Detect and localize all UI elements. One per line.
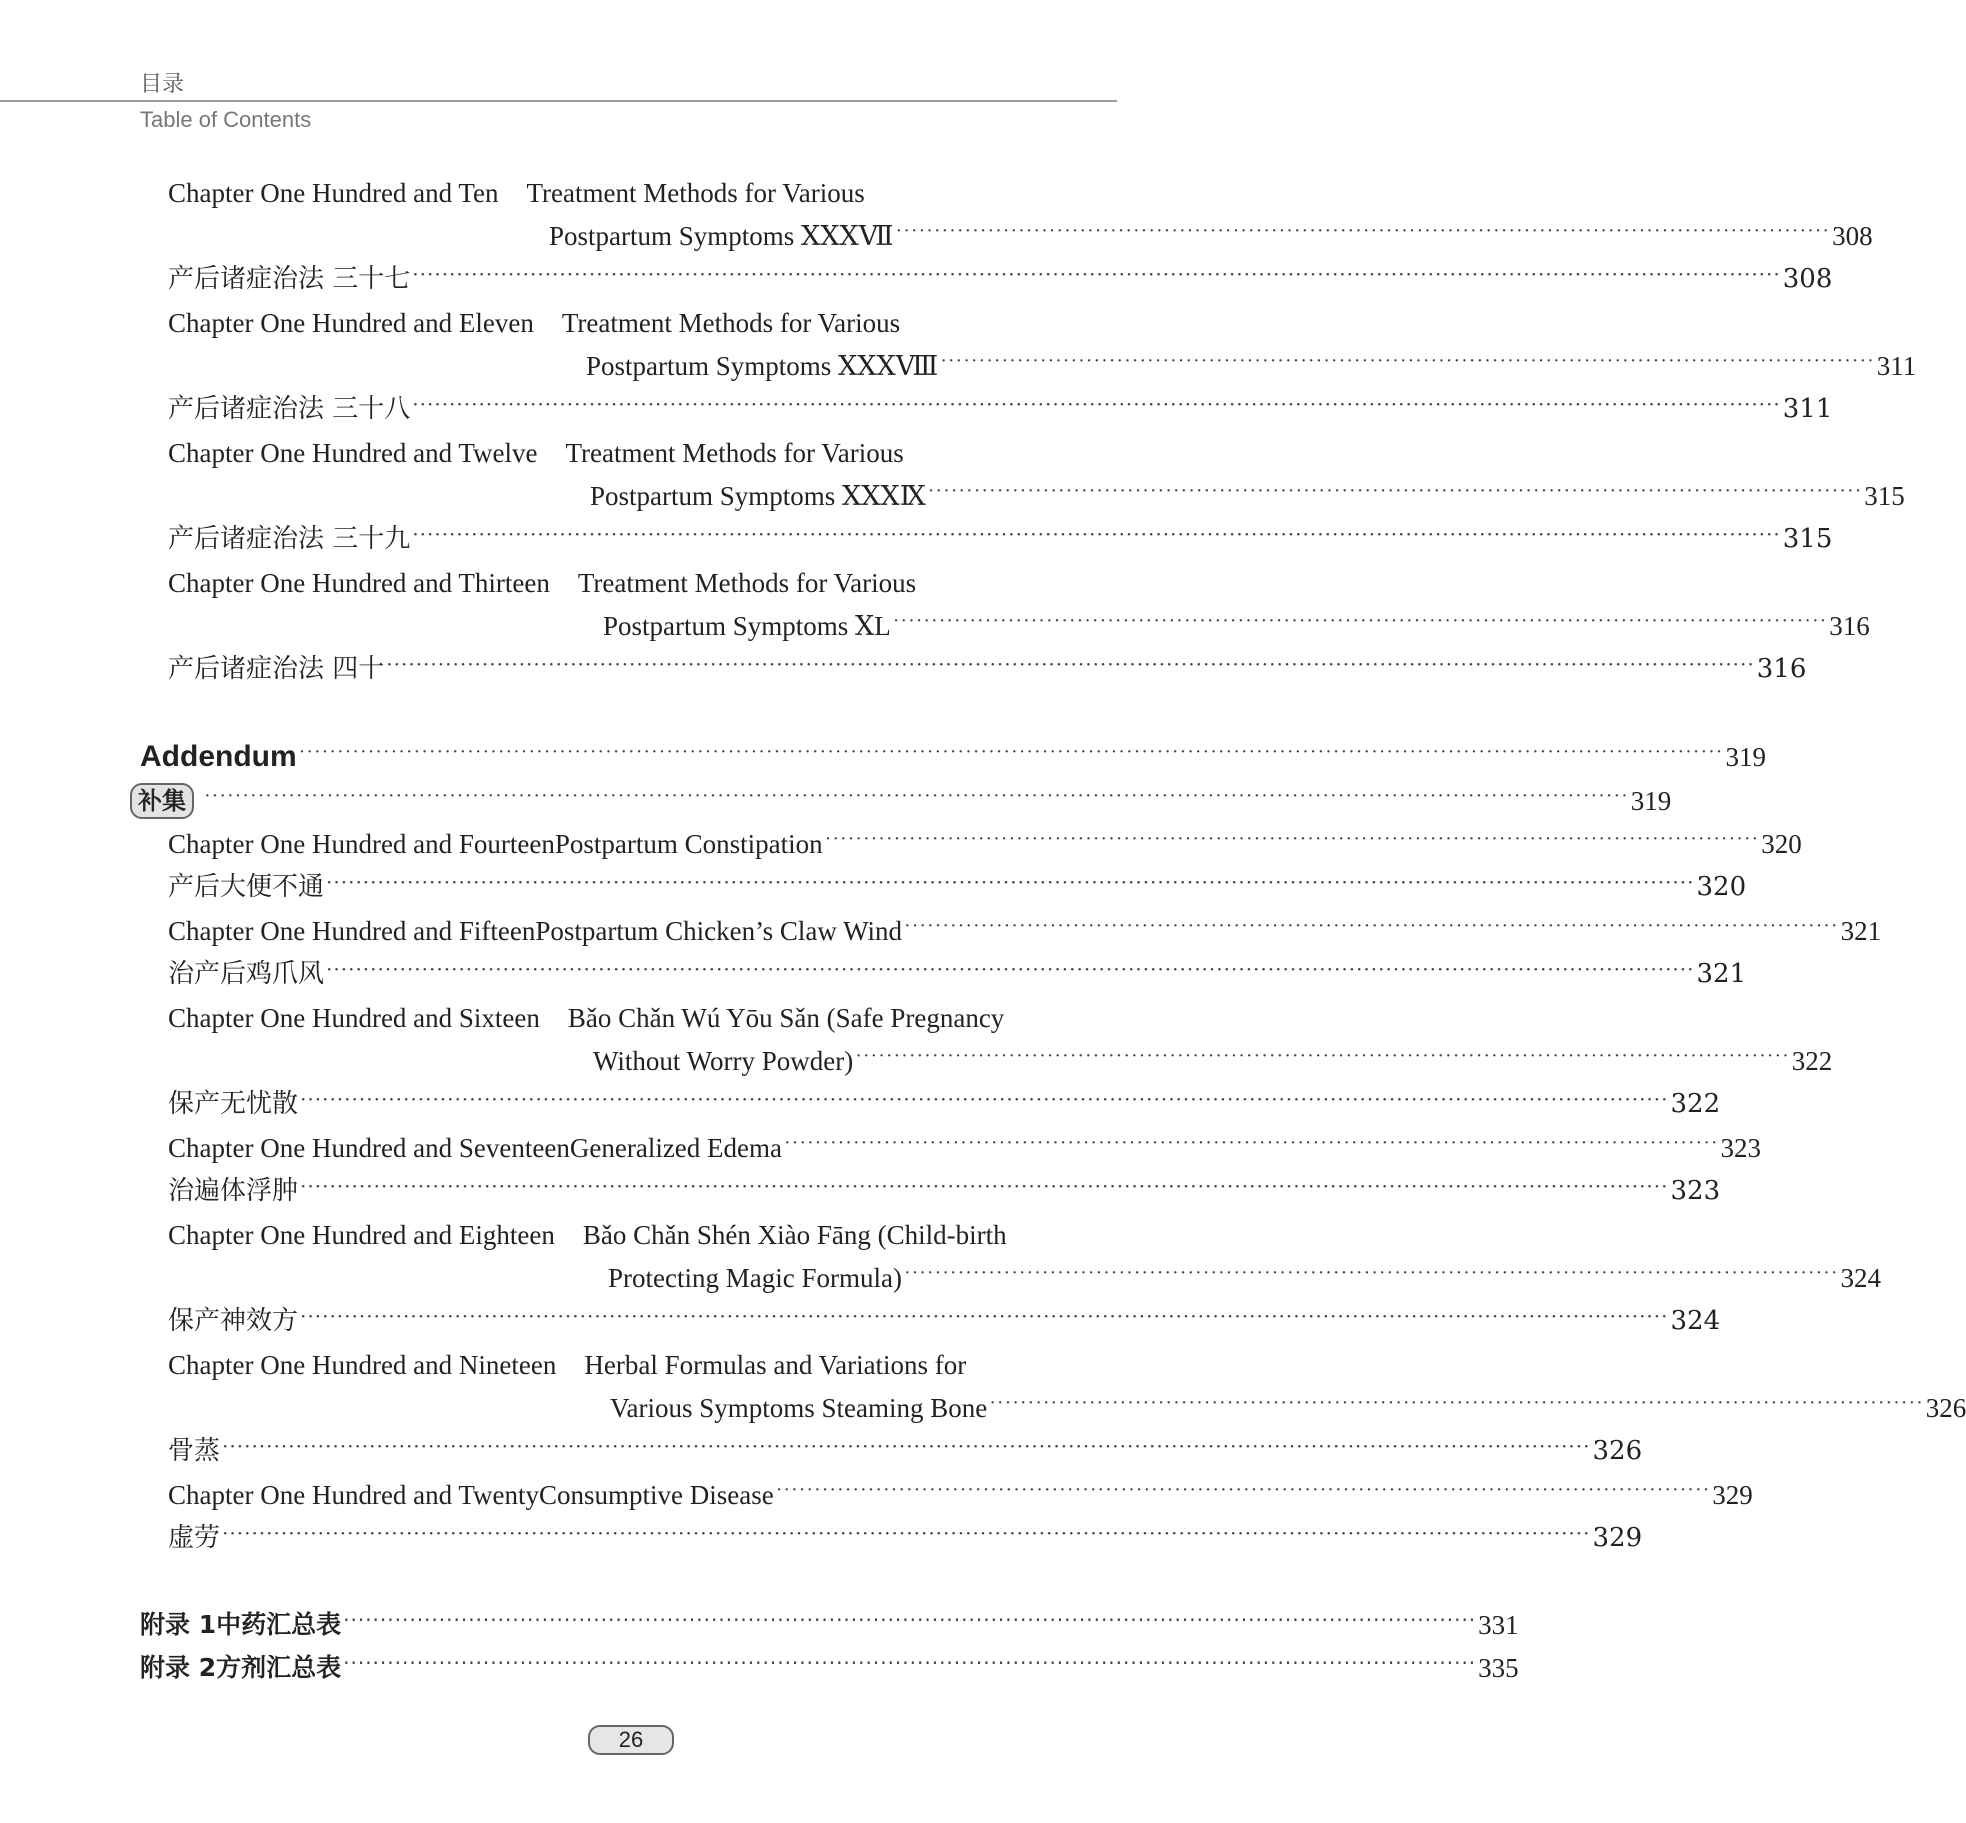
leader-dots: ··························································································································: [895, 220, 1831, 242]
chapter-title-cn: 治遍体浮肿: [168, 1176, 299, 1206]
chapter-title: Treatment Methods for Various: [526, 178, 865, 208]
chapter-label: Chapter One Hundred and Eighteen: [168, 1220, 555, 1250]
page-number: 326: [1925, 1393, 1966, 1423]
toc-entry-110[interactable]: [168, 174, 1118, 212]
toc-entry-116-cont[interactable]: [593, 1042, 1833, 1080]
toc-entry-cn[interactable]: [168, 650, 1807, 688]
chapter-title: Postpartum Constipation: [554, 829, 823, 859]
page-number: 320: [1696, 872, 1747, 902]
addendum-cn-badge: 补集: [130, 783, 194, 819]
toc-entry-117[interactable]: [168, 1129, 1762, 1167]
leader-dots: ··························································································································································································: [412, 522, 1781, 546]
chapter-label: Chapter One Hundred and Sixteen: [168, 1003, 540, 1033]
leader-dots: ··························································································································: [940, 350, 1875, 372]
toc-appendix-1[interactable]: [140, 1606, 1519, 1644]
toc-entry-cn[interactable]: [168, 955, 1747, 993]
chapter-title: Bǎo Chǎn Shén Xiào Fāng (Child-birth: [582, 1220, 1007, 1250]
page-number: 321: [1840, 916, 1882, 946]
chapter-title-cn: 产后诸症治法 三十八: [168, 394, 411, 424]
page-number: 326: [1592, 1436, 1643, 1466]
chapter-title-cont: Postpartum Symptoms ⅩⅩⅩⅧ: [586, 351, 939, 381]
toc-entry-cn[interactable]: [168, 1302, 1721, 1340]
toc-entry-cn[interactable]: [168, 1085, 1721, 1123]
chapter-title: Consumptive Disease: [539, 1480, 774, 1510]
toc-entry-cn[interactable]: [168, 1172, 1721, 1210]
chapter-label: Chapter One Hundred and Thirteen: [168, 568, 550, 598]
leader-dots: ··························································································································: [904, 915, 1839, 937]
chapter-label: Chapter One Hundred and Twenty: [168, 1480, 540, 1510]
addendum-title: Addendum: [140, 740, 297, 773]
chapter-title-cn: 产后诸症治法 四十: [168, 654, 385, 684]
toc-entry-cn[interactable]: [168, 260, 1833, 298]
page-number: 329: [1712, 1480, 1753, 1510]
leader-dots: ··························································································································: [892, 610, 1828, 632]
toc-entry-113-cont[interactable]: [603, 607, 1870, 645]
chapter-label: Chapter One Hundred and Nineteen: [168, 1350, 557, 1380]
chapter-title-cn: 产后诸症治法 三十九: [168, 524, 411, 554]
page-number: 323: [1670, 1176, 1721, 1206]
leader-dots: ··························································································································································: [343, 1651, 1477, 1675]
chapter-title: Bǎo Chǎn Wú Yōu Sǎn (Safe Pregnancy: [567, 1003, 1005, 1033]
toc-appendix-2[interactable]: [140, 1649, 1519, 1687]
toc-addendum[interactable]: [140, 738, 1766, 776]
page-number: 323: [1720, 1133, 1762, 1163]
chapter-title-cont: Postpartum Symptoms ⅩL: [603, 611, 891, 641]
chapter-title-cn: 保产无忧散: [168, 1089, 299, 1119]
page-number: 316: [1829, 611, 1870, 641]
page-number: 320: [1761, 829, 1802, 859]
chapter-label: Chapter One Hundred and Fifteen: [168, 916, 536, 946]
leader-dots: ··························································································································: [989, 1392, 1924, 1414]
leader-dots: ··························································································································································································: [386, 652, 1755, 676]
page-number: 319: [1725, 742, 1766, 772]
page-number: 308: [1832, 221, 1873, 251]
header-title-cn: 目录: [140, 72, 185, 97]
appendix-label: 附录 1: [140, 1610, 217, 1639]
leader-dots: ··························································································································································································: [222, 1521, 1591, 1545]
page-number: 308: [1782, 264, 1833, 294]
leader-dots: ··························································································································································································: [222, 1434, 1591, 1458]
running-header: [140, 70, 1120, 132]
leader-dots: ··························································································································································································: [326, 957, 1695, 981]
leader-dots: ··························································································································: [903, 1262, 1839, 1284]
chapter-title-cn: 产后大便不通: [168, 872, 325, 902]
page-number: 322: [1791, 1046, 1833, 1076]
toc-entry-111-cont[interactable]: [586, 347, 1917, 385]
appendix-title: 中药汇总表: [216, 1610, 342, 1639]
chapter-title-cont: Postpartum Symptoms ⅩⅩⅩⅦ: [549, 221, 894, 251]
leader-dots: ··························································································································································································: [412, 392, 1781, 416]
leader-dots: ··························································································································································································: [326, 870, 1695, 894]
chapter-title: Herbal Formulas and Variations for: [584, 1350, 967, 1380]
leader-dots: ··························································································································································································: [412, 262, 1781, 286]
page-number: 319: [1630, 786, 1672, 816]
toc-entry-119-cont[interactable]: [610, 1389, 1966, 1427]
chapter-label: Chapter One Hundred and Eleven: [168, 308, 534, 338]
chapter-label: Chapter One Hundred and Fourteen: [168, 829, 555, 859]
leader-dots: ··························································································································································································: [300, 1174, 1669, 1198]
page-number: 316: [1756, 654, 1807, 684]
header-title-en: Table of Contents: [140, 107, 312, 132]
chapter-label: Chapter One Hundred and Seventeen: [168, 1133, 570, 1163]
page-number: 322: [1670, 1089, 1721, 1119]
toc-entry-116[interactable]: [168, 999, 1118, 1037]
chapter-title: Generalized Edema: [569, 1133, 782, 1163]
toc-entry-cn[interactable]: [168, 1432, 1643, 1470]
toc-entry-112[interactable]: [168, 434, 1118, 472]
toc-entry-cn[interactable]: [168, 390, 1833, 428]
toc-entry-110-cont[interactable]: [549, 217, 1873, 255]
chapter-title-cont: Various Symptoms Steaming Bone: [610, 1393, 988, 1423]
appendix-title: 方剂汇总表: [216, 1653, 342, 1682]
leader-dots: ··························································································································: [775, 1479, 1711, 1501]
chapter-title: Treatment Methods for Various: [565, 438, 904, 468]
toc-entry-118-cont[interactable]: [608, 1259, 1881, 1297]
leader-dots: ··························································································································: [927, 480, 1863, 502]
page-number: 315: [1782, 524, 1833, 554]
page-number: 335: [1478, 1653, 1519, 1683]
page-number: 324: [1840, 1263, 1881, 1293]
page-number: 315: [1864, 481, 1905, 511]
toc-entry-120[interactable]: [168, 1476, 1753, 1514]
chapter-title: Treatment Methods for Various: [561, 308, 901, 338]
chapter-title: Treatment Methods for Various: [577, 568, 917, 598]
toc-entry-cn[interactable]: [168, 1519, 1643, 1557]
toc-entry-118[interactable]: [168, 1216, 1118, 1254]
leader-dots: ··························································································································································································: [204, 785, 1629, 807]
chapter-title-cn: 治产后鸡爪风: [168, 959, 325, 989]
toc-entry-111[interactable]: [168, 304, 1118, 342]
toc-entry-113[interactable]: [168, 564, 1118, 602]
chapter-title-cont: Postpartum Symptoms ⅩⅩⅩⅨ: [590, 481, 926, 511]
toc-entry-119[interactable]: [168, 1346, 1118, 1384]
chapter-title-cont: Protecting Magic Formula): [608, 1263, 902, 1293]
chapter-title: Postpartum Chicken’s Claw Wind: [535, 916, 903, 946]
page-number: 329: [1592, 1523, 1643, 1553]
chapter-title-cn: 虚劳: [168, 1523, 221, 1553]
toc-entry-114[interactable]: [168, 825, 1802, 863]
footer-page-number: 26: [588, 1725, 674, 1755]
leader-dots: ··························································································································: [855, 1045, 1790, 1067]
toc-entry-112-cont[interactable]: [590, 477, 1905, 515]
chapter-title-cn: 保产神效方: [168, 1306, 299, 1336]
toc-entry-cn[interactable]: [168, 868, 1747, 906]
chapter-title-cont: Without Worry Powder): [593, 1046, 854, 1076]
toc-entry-115[interactable]: [168, 912, 1882, 950]
chapter-title-cn: 产后诸症治法 三十七: [168, 264, 411, 294]
leader-dots: ··························································································································································: [343, 1608, 1477, 1632]
leader-dots: ··························································································································································································: [300, 1087, 1669, 1111]
toc-entry-cn[interactable]: [168, 520, 1833, 558]
chapter-label: Chapter One Hundred and Twelve: [168, 438, 538, 468]
page-number: 311: [1782, 394, 1833, 424]
page-number: 331: [1478, 1610, 1519, 1640]
leader-dots: ··························································································································: [784, 1132, 1719, 1154]
leader-dots: ··························································································································································································: [300, 1304, 1669, 1328]
leader-dots: ··························································································································································································: [298, 741, 1724, 763]
chapter-title-cn: 骨蒸: [168, 1436, 221, 1466]
appendix-label: 附录 2: [140, 1653, 217, 1682]
leader-dots: ··························································································································: [824, 828, 1760, 850]
header-rule: [0, 100, 1117, 102]
page-number: 311: [1876, 351, 1917, 381]
chapter-label: Chapter One Hundred and Ten: [168, 178, 499, 208]
page-number: 324: [1670, 1306, 1721, 1336]
page-number: 321: [1696, 959, 1747, 989]
toc-addendum-cn[interactable]: [130, 782, 1672, 820]
